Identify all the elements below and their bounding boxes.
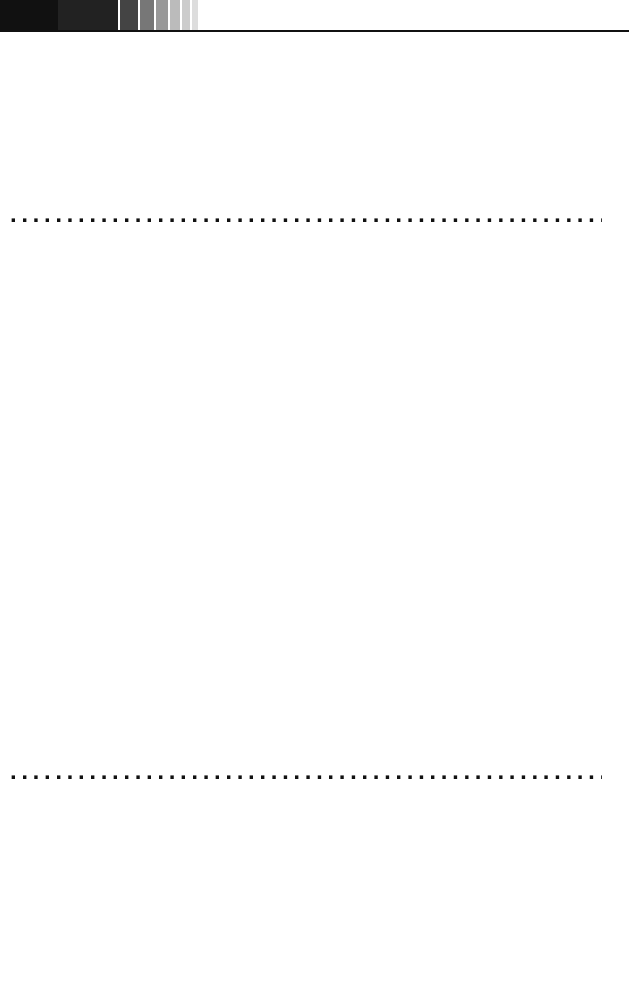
appendix-a <box>0 755 629 794</box>
header-strip <box>156 0 168 30</box>
appendix-title <box>0 755 606 788</box>
leader-dots <box>10 198 602 231</box>
header-strip <box>58 0 118 30</box>
leader-dots <box>10 755 602 788</box>
page-header <box>0 0 629 30</box>
header-strip <box>170 0 180 30</box>
header-strip <box>140 0 154 30</box>
chapter-10 <box>0 198 629 235</box>
chapter-title <box>0 198 606 231</box>
page-number <box>0 0 58 30</box>
header-strip <box>120 0 138 30</box>
header-strip <box>192 0 198 30</box>
header-strip <box>182 0 190 30</box>
header-rule <box>0 30 629 32</box>
